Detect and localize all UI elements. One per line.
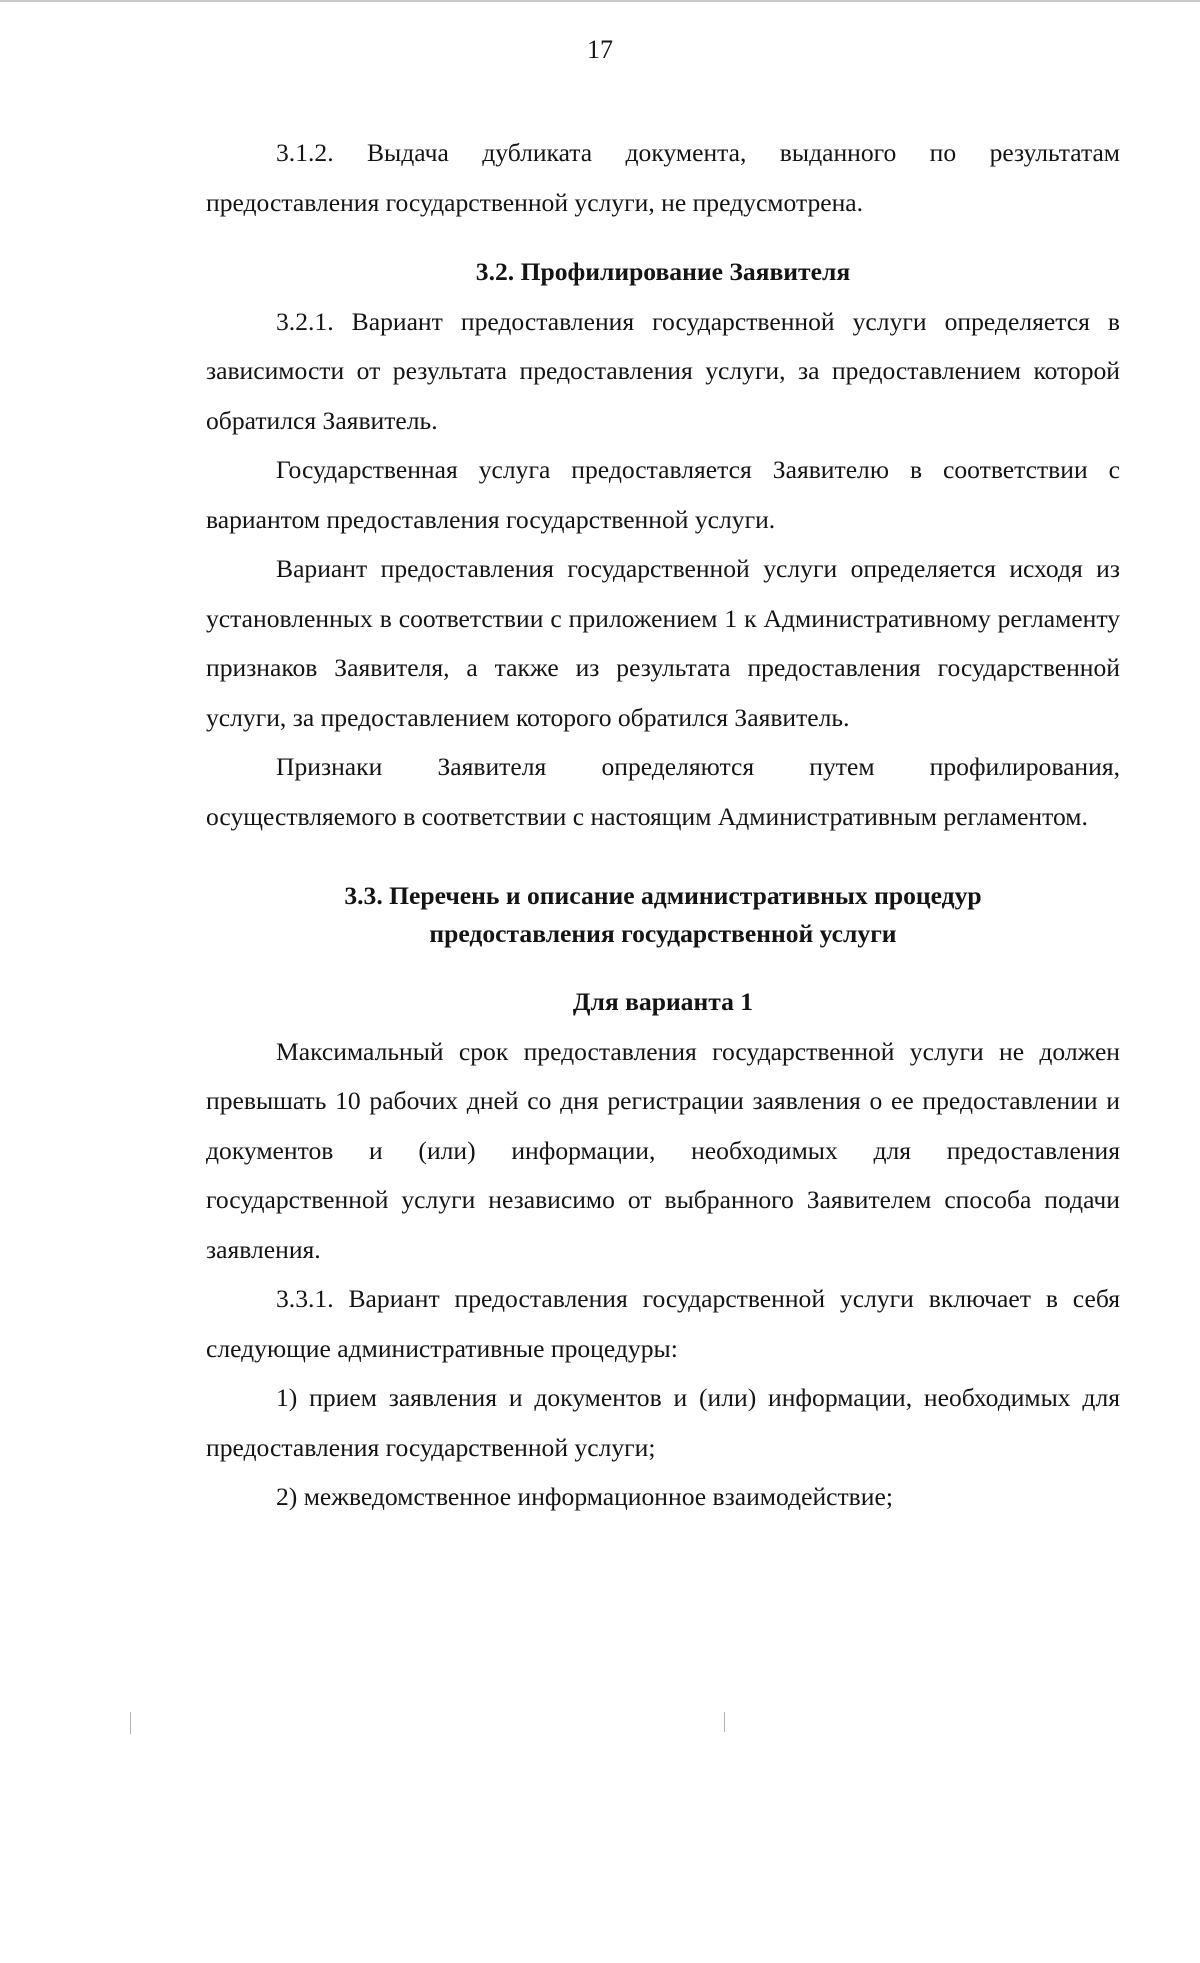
paragraph-3-2-1: 3.2.1. Вариант предоставления государственной услуги определяется в зависимости от результата предоставления услуги, за предоставлением которой обратился Заявитель. (206, 306, 1120, 435)
paragraph-max-term: Максимальный срок предоставления государственной услуги не должен превышать 10 рабочих дней со дня регистрации заявления о ее предоставлении и документов и (или) информации, необходимых для предоставления государственной услуги независимо от выбранного Заявителем способа подачи заявления. (206, 1036, 1120, 1264)
document-body (206, 128, 1120, 1522)
paragraph-applicant-signs: Признаки Заявителя определяются путем профилирования, осуществляемого в соответствии с настоящим Административным регламентом. (206, 752, 1120, 831)
heading-3-3-line2: предоставления государственной услуги (429, 919, 897, 948)
scan-mark-center (724, 1712, 725, 1732)
page-number: 17 (587, 35, 613, 64)
heading-3-2: 3.2. Профилирование Заявителя (475, 257, 851, 286)
heading-3-3-line1: 3.3. Перечень и описание административных процедур (344, 881, 982, 910)
paragraph-3-1-2: 3.1.2. Выдача дубликата документа, выданного по результатам предоставления государственной услуги, не предусмотрена. (206, 138, 1120, 217)
paragraph-3-3-1: 3.3.1. Вариант предоставления государственной услуги включает в себя следующие административные процедуры: (206, 1284, 1120, 1363)
heading-3-3 (206, 877, 1120, 953)
scan-mark-left (130, 1712, 131, 1734)
list-item-1: 1) прием заявления и документов и (или) информации, необходимых для предоставления государственной услуги; (206, 1383, 1120, 1462)
list-item-2: 2) межведомственное информационное взаимодействие; (276, 1482, 893, 1511)
paragraph-variant-definition: Вариант предоставления государственной услуги определяется исходя из установленных в соответствии с приложением 1 к Административному регламенту признаков Заявителя, а также из результата предоставления государственной услуги, за предоставлением которого обратился Заявитель. (206, 554, 1120, 732)
paragraph-state-service: Государственная услуга предоставляется Заявителю в соответствии с вариантом предоставления государственной услуги. (206, 455, 1120, 534)
heading-variant-1: Для варианта 1 (572, 987, 754, 1016)
scan-top-edge (0, 0, 1200, 2)
